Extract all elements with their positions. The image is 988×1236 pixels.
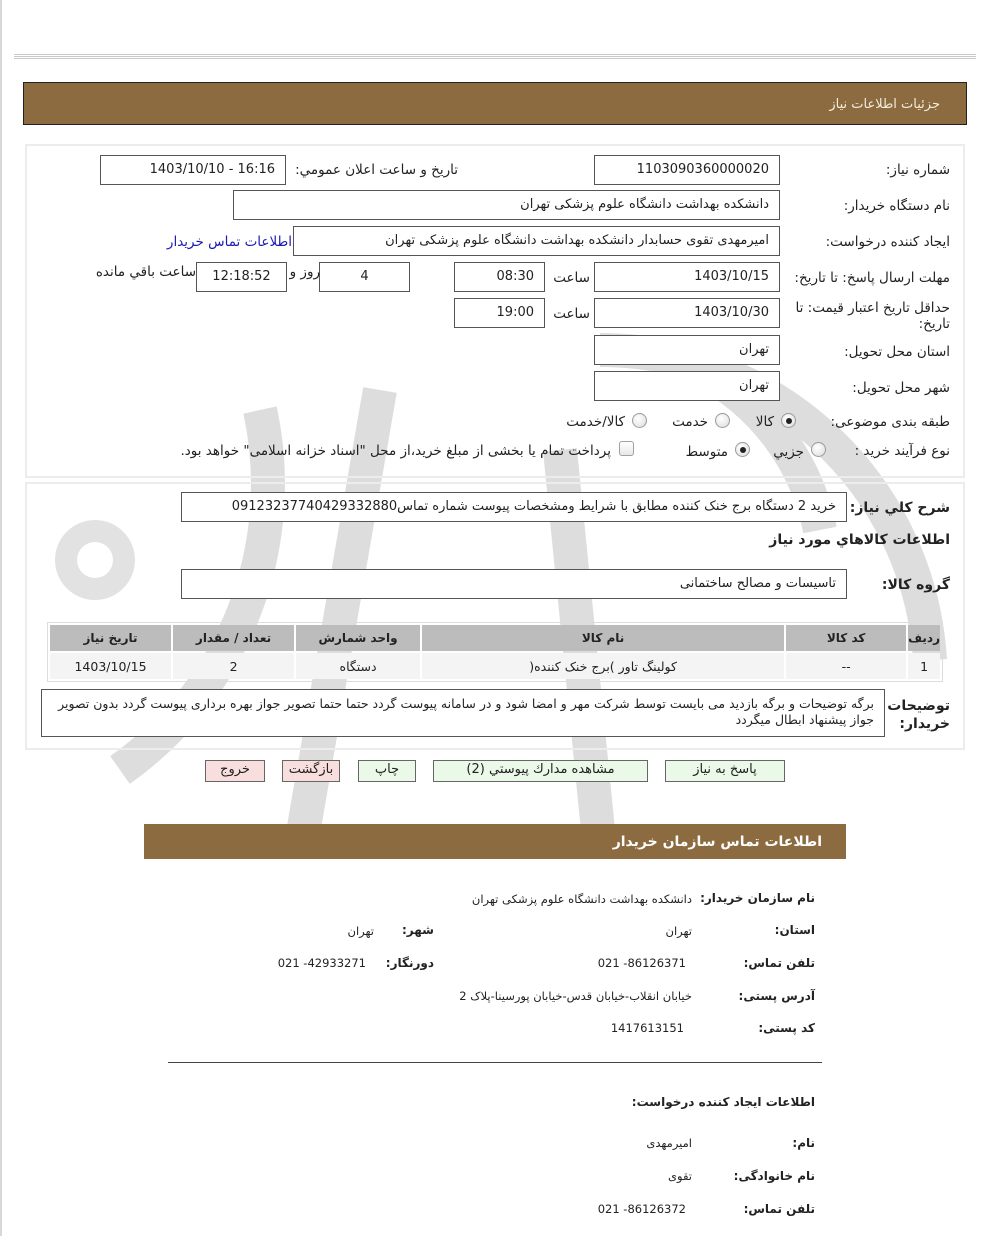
category-radio-goods-service[interactable] — [632, 413, 647, 428]
remaining-days-field: 4 — [319, 262, 410, 292]
category-option-goods: کالا — [755, 414, 774, 430]
cell-need-date: 1403/10/15 — [50, 653, 171, 679]
need-summary-label: شرح کلي نياز: — [849, 500, 950, 516]
col-unit: واحد شمارش — [296, 625, 420, 651]
announce-datetime-field: 1403/10/10 - 16:16 — [100, 155, 286, 185]
goods-table — [47, 622, 943, 682]
col-row-number: رديف — [908, 625, 940, 651]
goods-group-label: گروه کالا: — [881, 577, 950, 593]
remaining-time-label: ساعت باقي مانده — [95, 264, 196, 280]
page-left-border — [0, 0, 2, 1236]
buyer-notes-label: توضيحات خريدار: — [887, 698, 950, 732]
section-divider — [168, 1062, 822, 1063]
price-validity-time-label: ساعت — [553, 306, 590, 322]
city-label: شهر: — [402, 923, 434, 937]
top-divider — [14, 54, 976, 60]
buyer-contact-title: اطلاعات تماس سازمان خریدار — [612, 834, 822, 850]
reply-to-need-button[interactable]: پاسخ به نیاز — [665, 760, 785, 782]
buyer-org-field: دانشکده بهداشت دانشگاه علوم پزشکی تهران — [233, 190, 780, 220]
first-name-label: نام: — [792, 1136, 815, 1150]
phone-value: 021 -86126371 — [597, 956, 686, 970]
category-label: طبقه بندی موضوعی: — [830, 414, 950, 430]
need-number-label: شماره نیاز: — [885, 162, 950, 178]
postal-code-value: 1417613151 — [610, 1021, 684, 1035]
price-validity-date: 1403/10/30 — [594, 298, 780, 328]
requester-phone-value: 021 -86126372 — [597, 1202, 686, 1216]
page-title: جزئيات اطلاعات نياز — [829, 97, 940, 112]
view-attachments-button[interactable]: مشاهده مدارك پيوستي (2) — [433, 760, 648, 782]
col-quantity: تعداد / مقدار — [173, 625, 294, 651]
delivery-city-field: تهران — [594, 371, 780, 401]
col-goods-code: کد کالا — [786, 625, 906, 651]
requester-field: امیرمهدی تقوی حسابدار دانشکده بهداشت دانشگاه علوم پزشکی تهران — [293, 226, 780, 256]
goods-group-field: تاسیسات و مصالح ساختمانی — [181, 569, 847, 599]
col-need-date: تاريخ نياز — [50, 625, 171, 651]
city-value: تهران — [347, 924, 374, 938]
process-option-medium: متوسط — [685, 444, 728, 460]
cell-quantity: 2 — [173, 653, 294, 679]
category-option-goods-service: کالا/خدمت — [566, 414, 625, 430]
delivery-province-label: استان محل تحویل: — [844, 344, 950, 360]
price-validity-time: 19:00 — [454, 298, 545, 328]
fax-label: دورنگار: — [385, 956, 434, 970]
page-header — [23, 82, 967, 125]
buyer-notes-field: برگه توضیحات و برگه بازدید می بایست توسط شرکت مهر و امضا شود و در سامانه پیوست گردد حتما حتما تصویر جواز بهره برداری پیوست گردد بدون تصویر جواز پیشنهاد ابطال میگردد — [41, 689, 885, 737]
goods-table-header — [50, 625, 940, 651]
process-radio-medium[interactable] — [735, 442, 750, 457]
buyer-contact-header — [144, 824, 846, 859]
print-button[interactable]: چاپ — [358, 760, 416, 782]
col-goods-name: نام کالا — [422, 625, 784, 651]
treasury-checkbox-label: پرداخت تمام یا بخشی از مبلغ خرید،از محل "اسناد خزانه اسلامی" خواهد بود. — [180, 443, 611, 459]
remaining-time-field: 12:18:52 — [196, 262, 287, 292]
address-label: آدرس پستی: — [738, 989, 815, 1003]
org-name-label: نام سازمان خریدار: — [700, 891, 815, 905]
postal-code-label: کد پستی: — [758, 1021, 815, 1035]
response-deadline-date: 1403/10/15 — [594, 262, 780, 292]
delivery-province-field: تهران — [594, 335, 780, 365]
buyer-org-label: نام دستگاه خریدار: — [843, 198, 950, 214]
province-label: استان: — [774, 923, 815, 937]
cell-goods-code: -- — [786, 653, 906, 679]
purchase-process-label: نوع فرآیند خرید : — [854, 443, 950, 459]
requester-label: ایجاد کننده درخواست: — [825, 234, 950, 250]
goods-info-title: اطلاعات کالاهاي مورد نياز — [769, 532, 950, 548]
cell-unit: دستگاه — [296, 653, 420, 679]
announce-datetime-label: تاريخ و ساعت اعلان عمومي: — [295, 162, 458, 178]
days-label: روز و — [289, 264, 320, 280]
response-deadline-time: 08:30 — [454, 262, 545, 292]
phone-label: تلفن تماس: — [743, 956, 815, 970]
response-time-label: ساعت — [553, 270, 590, 286]
price-validity-label: حداقل تاریخ اعتبار قیمت: تا تاریخ: — [795, 300, 950, 332]
treasury-checkbox[interactable] — [619, 441, 634, 456]
category-radio-service[interactable] — [715, 413, 730, 428]
requester-info-title: اطلاعات ایجاد کننده درخواست: — [631, 1095, 815, 1109]
need-number-field: 1103090360000020 — [594, 155, 780, 185]
cell-goods-name: کولینگ تاور )برج خنک کننده( — [422, 653, 784, 679]
cell-row-number: 1 — [908, 653, 940, 679]
delivery-city-label: شهر محل تحویل: — [852, 380, 950, 396]
org-name-value: دانشکده بهداشت دانشگاه علوم پزشکی تهران — [471, 892, 692, 906]
first-name-value: امیرمهدی — [646, 1136, 692, 1150]
last-name-label: نام خانوادگی: — [733, 1169, 815, 1183]
category-option-service: خدمت — [672, 414, 708, 430]
response-deadline-label: مهلت ارسال پاسخ: تا تاریخ: — [794, 270, 950, 286]
process-option-minor: جزيي — [773, 444, 804, 460]
address-value: خیابان انقلاب-خیابان قدس-خیابان پورسینا-پلاک 2 — [459, 989, 692, 1003]
province-value: تهران — [665, 924, 692, 938]
buyer-contact-link[interactable]: اطلاعات تماس خریدار — [166, 234, 292, 250]
last-name-value: تقوی — [668, 1169, 692, 1183]
table-row — [50, 653, 940, 679]
back-button[interactable]: بازگشت — [282, 760, 340, 782]
category-radio-goods[interactable] — [781, 413, 796, 428]
process-radio-minor[interactable] — [811, 442, 826, 457]
requester-phone-label: تلفن تماس: — [743, 1202, 815, 1216]
exit-button[interactable]: خروج — [205, 760, 265, 782]
fax-value: 021 -42933271 — [277, 956, 366, 970]
need-summary-field: خرید 2 دستگاه برج خنک کننده مطابق با شرایط ومشخصات پیوست شماره تماس09123237740429332880 — [181, 492, 847, 522]
